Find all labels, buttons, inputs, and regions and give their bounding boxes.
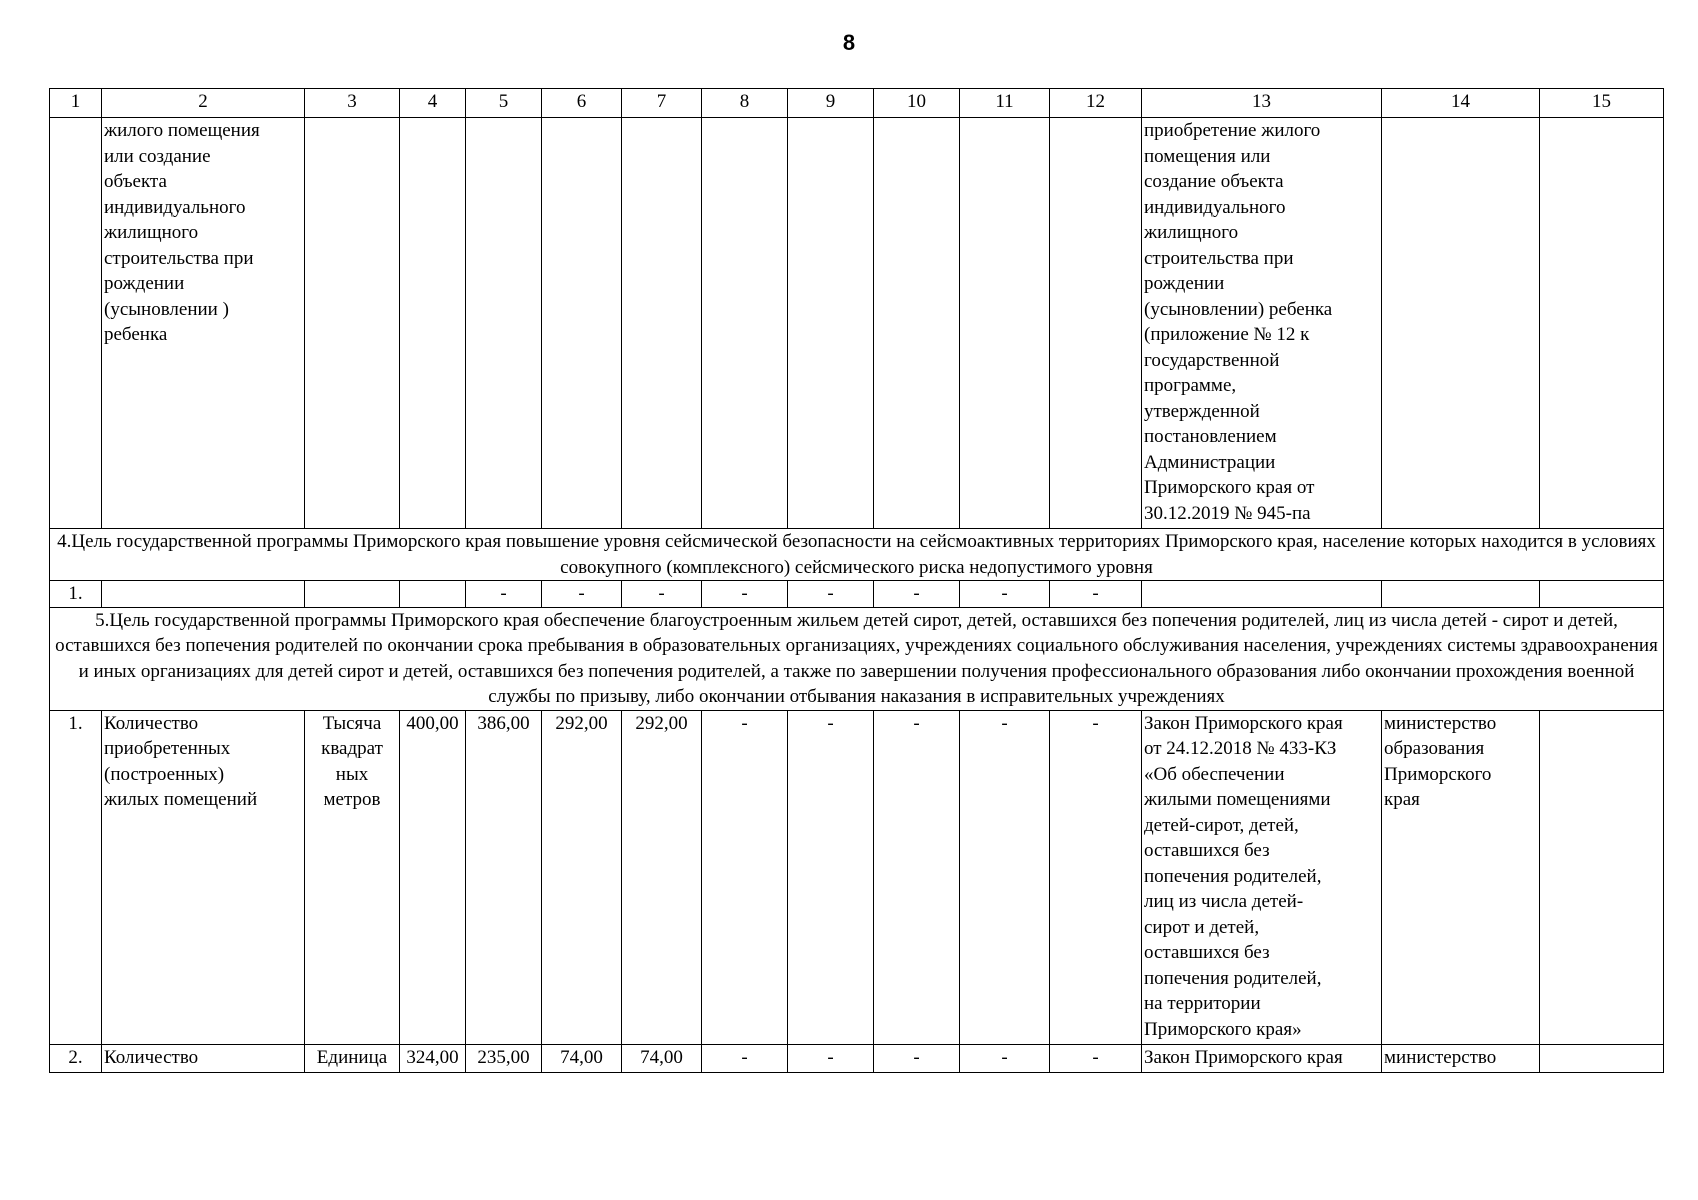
value-cell: 74,00 (622, 1044, 702, 1072)
indicator-name: Количество приобретенных (построенных) жилых помещений (102, 710, 305, 1044)
column-header: 15 (1540, 89, 1664, 118)
goal-row (50, 607, 1664, 710)
column-header: 8 (702, 89, 788, 118)
column-header: 13 (1142, 89, 1382, 118)
source-cell: Закон Приморского края (1142, 1044, 1382, 1072)
column-header: 1 (50, 89, 102, 118)
column-header: 7 (622, 89, 702, 118)
value-cell: 324,00 (400, 1044, 466, 1072)
row-number: 2. (50, 1044, 102, 1072)
value-cell: - (960, 581, 1050, 608)
page-number: 8 (842, 30, 856, 55)
value-cell: - (1050, 581, 1142, 608)
value-cell: - (874, 710, 960, 1044)
value-cell: - (788, 1044, 874, 1072)
goal-row (50, 529, 1664, 581)
value-cell: - (1050, 710, 1142, 1044)
unit-cell: Единица (305, 1044, 400, 1072)
responsible-cell: министерство образования Приморского края (1382, 710, 1540, 1044)
value-cell: - (788, 710, 874, 1044)
value-cell: 292,00 (542, 710, 622, 1044)
unit-cell: Тысяча квадрат ных метров (305, 710, 400, 1044)
source-cell: Закон Приморского края от 24.12.2018 № 433-КЗ «Об обеспечении жилыми помещениями детей-сирот, детей, оставшихся без попечения родителей, лиц из числа детей- сирот и детей, оставшихся без попечения родителей, на территории Приморского края» (1142, 710, 1382, 1044)
column-header: 5 (466, 89, 542, 118)
value-cell: - (466, 581, 542, 608)
column-header: 12 (1050, 89, 1142, 118)
value-cell: - (702, 710, 788, 1044)
value-cell: 386,00 (466, 710, 542, 1044)
column-header: 6 (542, 89, 622, 118)
column-header: 3 (305, 89, 400, 118)
value-cell: - (788, 581, 874, 608)
column-header: 11 (960, 89, 1050, 118)
indicator-name: Количество (102, 1044, 305, 1072)
value-cell: 235,00 (466, 1044, 542, 1072)
column-header: 10 (874, 89, 960, 118)
value-cell: - (1050, 1044, 1142, 1072)
responsible-cell: министерство (1382, 1044, 1540, 1072)
table-row (50, 581, 1664, 608)
value-cell: - (702, 581, 788, 608)
value-cell: 400,00 (400, 710, 466, 1044)
table-row (50, 710, 1664, 1044)
value-cell: 292,00 (622, 710, 702, 1044)
row-number: 1. (50, 581, 102, 608)
source-continued: приобретение жилого помещения или создание объекта индивидуального жилищного строительства при рождении (усыновлении) ребенка (приложение № 12 к государственной программе, утвержденной постановлением Администрации Приморского края от 30.12.2019 № 945-па (1142, 118, 1382, 529)
indicator-name-continued: жилого помещения или создание объекта индивидуального жилищного строительства при рождении (усыновлении ) ребенка (102, 118, 305, 529)
table-row (50, 118, 1664, 529)
column-number-row (50, 89, 1664, 118)
value-cell: 74,00 (542, 1044, 622, 1072)
goal-5-text: 5.Цель государственной программы Приморского края обеспечение благоустроенным жильем детей сирот, детей, оставшихся без попечения родителей, лиц из числа детей - сирот и детей, оставшихся без попечения родителей по окончании срока пребывания в образовательных организациях, учреждениях социального обслуживания населения, учреждениях системы здравоохранения и иных организациях для детей сирот и детей, оставшихся без попечения родителей, а также по завершении получения профессионального образования либо окончании прохождения военной службы по призыву, либо окончании отбывания наказания в исправительных учреждениях (50, 607, 1664, 710)
column-header: 2 (102, 89, 305, 118)
row-number: 1. (50, 710, 102, 1044)
column-header: 9 (788, 89, 874, 118)
value-cell: - (542, 581, 622, 608)
value-cell: - (960, 710, 1050, 1044)
table-row (50, 1044, 1664, 1072)
indicators-table (49, 88, 1664, 1073)
note-cell (1540, 710, 1664, 1044)
column-header: 14 (1382, 89, 1540, 118)
value-cell: - (702, 1044, 788, 1072)
value-cell: - (622, 581, 702, 608)
value-cell: - (874, 581, 960, 608)
value-cell: - (874, 1044, 960, 1072)
value-cell: - (960, 1044, 1050, 1072)
column-header: 4 (400, 89, 466, 118)
note-cell (1540, 1044, 1664, 1072)
goal-4-text: 4.Цель государственной программы Приморского края повышение уровня сейсмической безопасности на сейсмоактивных территориях Приморского края, население которых находится в условиях совокупного (комплексного) сейсмического риска недопустимого уровня (50, 529, 1664, 581)
